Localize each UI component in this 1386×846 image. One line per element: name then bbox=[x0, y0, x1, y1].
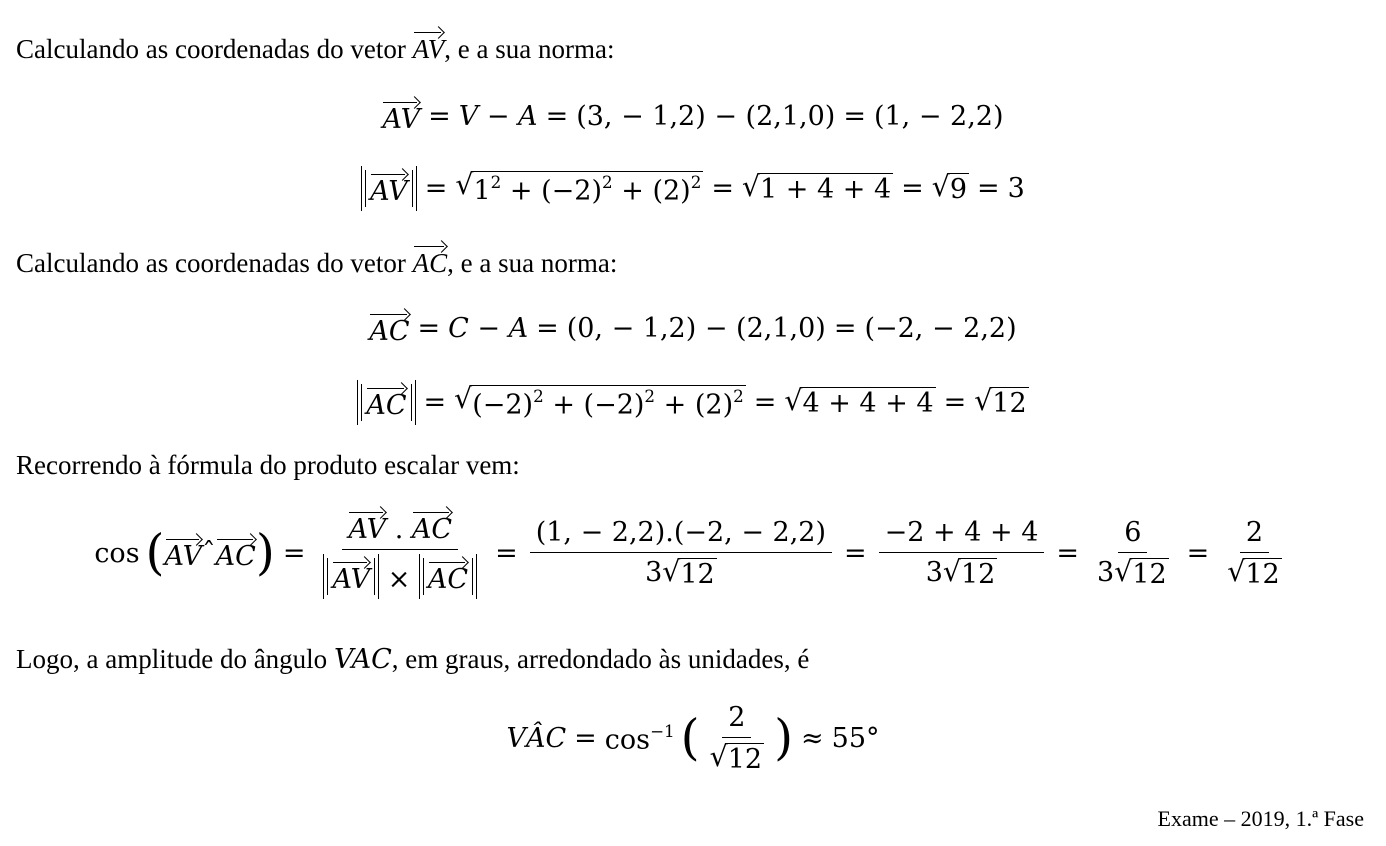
fraction-final: 2 √ 12 bbox=[1227, 517, 1280, 590]
paragraph-text: Calculando as coordenadas do vetor bbox=[16, 34, 413, 64]
sqrt-expression: √ $(-2)^2 + (-2)^2 + (2)^2$ bbox=[454, 381, 744, 421]
av-result: (1, − 2,2) bbox=[873, 101, 1004, 132]
paragraph-ac-intro bbox=[16, 242, 617, 279]
vector-av: AV bbox=[382, 98, 420, 135]
sqrt-nine: √ 9 bbox=[931, 169, 968, 205]
equation-cosine: cos ( AV ˆ AC ) = $\frac{AV . AC}{AV \times AC}$ = (1, − 2,2).(−2, − 2,2) 3 √ 12 = −2 + 4 + 4 3 √ 12 = 6 3 √ 12 = 2 √ 12 bbox=[0, 508, 1386, 599]
paragraph-tail: , e a sua norma: bbox=[447, 248, 618, 278]
norm-result: 3 bbox=[1007, 173, 1025, 204]
difference-expression: C − A bbox=[448, 313, 529, 344]
sqrt-sum: √ 4 + 4 + 4 bbox=[784, 383, 934, 419]
fraction-sum: −2 + 4 + 4 3 √ 12 bbox=[879, 517, 1045, 590]
norm-av bbox=[361, 166, 417, 211]
equation-ac-norm: AC = √ $(-2)^2 + (-2)^2 + (2)^2$ = √ 4 + 4 + 4 = √ 12 bbox=[0, 380, 1386, 425]
vector-av: AV bbox=[165, 535, 203, 572]
ac-result: (−2, − 2,2) bbox=[864, 313, 1017, 344]
vector-ac: AC bbox=[216, 535, 256, 572]
equation-av-coordinates: AV = V − A = (3, − 1,2) − (2,1,0) = (1, − 2,2) bbox=[0, 98, 1386, 135]
sqrt-twelve: √ 12 bbox=[974, 383, 1027, 419]
coordinate-difference: (0, − 1,2) − (2,1,0) bbox=[566, 313, 826, 344]
equation-angle-result: V Â C = $\cos^{-1}$ ( 2 √ 12 ) ≈ 55° bbox=[506, 702, 880, 775]
fraction-coordinates: (1, − 2,2).(−2, − 2,2) 3 √ 12 bbox=[530, 517, 832, 590]
paragraph-av-intro bbox=[16, 28, 614, 65]
sqrt-expression: √ $1^2 + (-2)^2 + (2)^2$ bbox=[455, 167, 702, 207]
fraction-six: 6 3 √ 12 bbox=[1097, 517, 1167, 590]
cos-label: cos bbox=[94, 538, 140, 569]
paragraph-tail: , em graus, arredondado às unidades, é bbox=[391, 644, 810, 674]
vector-av: AV bbox=[370, 170, 408, 207]
fraction-arg: 2 √ 12 bbox=[709, 702, 763, 775]
sqrt-sum: √ 1 + 4 + 4 bbox=[741, 169, 892, 205]
vector-ac: AC bbox=[369, 310, 409, 347]
fraction-formula: $\frac{AV . AC}{AV \times AC}$ bbox=[317, 508, 483, 599]
equation-av-norm: AV = √ $1^2 + (-2)^2 + (2)^2$ = √ 1 + 4 + 4 = √ 9 = 3 bbox=[0, 166, 1386, 211]
vector-ac: AC bbox=[366, 384, 406, 421]
norm-ac bbox=[357, 380, 415, 425]
paragraph-text: Calculando as coordenadas do vetor bbox=[16, 248, 413, 278]
paragraph-tail: , e a sua norma: bbox=[444, 34, 615, 64]
equation-ac-coordinates: AC = C − A = (0, − 1,2) − (2,1,0) = (−2, − 2,2) bbox=[0, 310, 1386, 347]
angle-vac: VAC bbox=[333, 644, 392, 675]
paragraph-dot-product bbox=[16, 450, 520, 481]
angle-result: 55° bbox=[831, 723, 880, 754]
source-footer: Exame – 2019, 1.ª Fase bbox=[1157, 806, 1364, 831]
coordinate-difference: (3, − 1,2) − (2,1,0) bbox=[576, 101, 836, 132]
vector-av: AV bbox=[413, 28, 445, 65]
difference-expression: V − A bbox=[458, 101, 538, 132]
paragraph-text: Logo, a amplitude do ângulo bbox=[16, 644, 334, 674]
paragraph-angle bbox=[16, 644, 809, 675]
vector-ac: AC bbox=[413, 242, 448, 279]
paragraph-text: Recorrendo à fórmula do produto escalar vem: bbox=[16, 450, 520, 480]
arccos-label: $\cos^{-1}$ bbox=[604, 721, 675, 756]
